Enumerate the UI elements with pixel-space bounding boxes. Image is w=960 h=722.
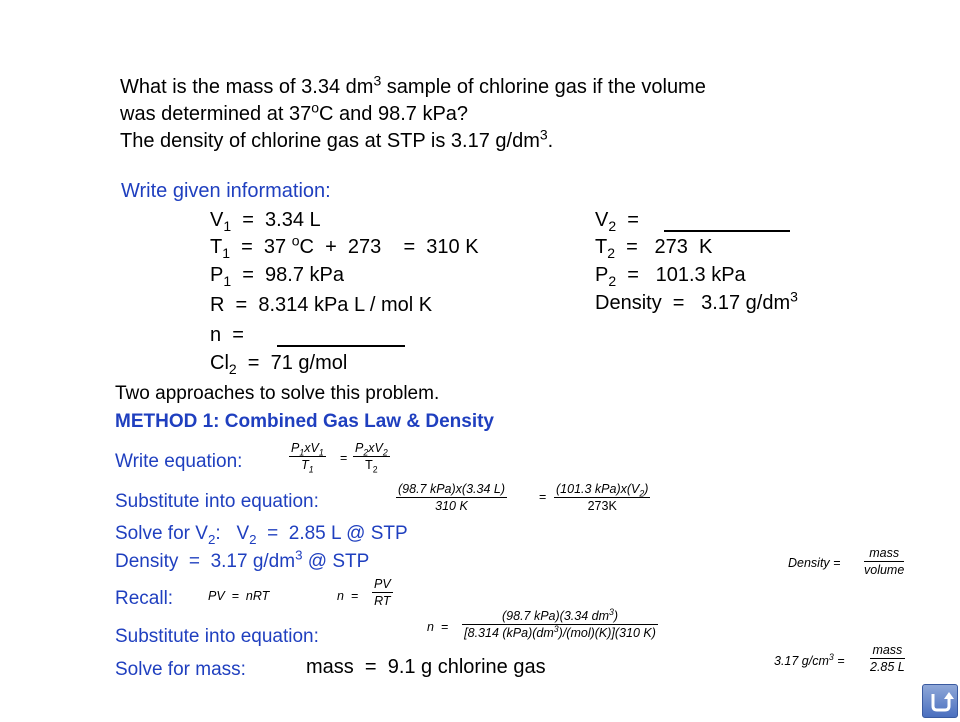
given-t2: $T_2 = 273$ K — [595, 236, 713, 261]
mass-result: mass = 9.1 g chlorine gas — [306, 656, 546, 678]
density-definition-lhs: Density = — [788, 556, 841, 570]
n-substituted-fraction: (98.7 kPa)(3.34 $dm^3$) [8.314 $(kPa)(dm^3)/(mol)(K)](310$ K) — [462, 609, 658, 640]
return-button[interactable] — [922, 684, 958, 718]
density-definition-fraction: mass volume — [864, 546, 905, 577]
recall-label: Recall: — [115, 588, 174, 609]
mass-equation-lhs: 3.17 $g/cm^3$ = — [774, 651, 845, 668]
question-line-3: The density of chlorine gas at STP is 3.17 $g/dm^3$. — [120, 126, 554, 152]
mass-equation-fraction: mass 2.85 L — [870, 643, 905, 674]
combined-equals: = — [340, 451, 348, 465]
write-equation-label: Write equation: — [115, 451, 243, 472]
n-blank-line — [277, 345, 405, 347]
substitute-label-2: Substitute into equation: — [115, 626, 319, 647]
combined-fraction-left: $\frac{P_1xV_1}{T_1}$ — [291, 441, 324, 475]
substituted-fraction-right: (101.3 $kPa)x(V_2)$ 273K — [556, 482, 649, 513]
solve-mass-label: Solve for mass: — [115, 659, 246, 680]
substituted-equals: = — [539, 490, 547, 504]
substitute-label-1: Substitute into equation: — [115, 491, 319, 512]
given-p1: $P_1 = 98.7$ kPa — [210, 264, 344, 289]
given-v1: $V_1 = 3.34$ L — [210, 209, 321, 234]
combined-fraction-right: $\frac{P_2xV_2}{T_2}$ — [355, 441, 388, 475]
given-p2: $P_2 = 101.3$ kPa — [595, 264, 746, 289]
density-stp-line: Density = 3.17 $g/dm^3$ @ STP — [115, 547, 370, 572]
given-n: n = — [210, 324, 244, 346]
given-v2: $V_2$ = — [595, 209, 639, 234]
n-fraction: $\frac{PV}{RT}$ — [374, 577, 391, 608]
question-line-1: What is the mass of 3.34 $dm^3$ sample of chlorine gas if the volume — [120, 72, 706, 98]
n-substituted-lhs: n = — [427, 620, 449, 634]
n-equals-lhs: n = — [337, 589, 359, 603]
ideal-gas-law: PV = nRT — [208, 589, 270, 603]
v2-blank-line — [664, 230, 790, 232]
substituted-fraction-left: (98.7 kPa)x(3.34 L) 310 K — [398, 482, 505, 513]
given-cl2: $Cl_2 = 71$ g/mol — [210, 352, 348, 377]
return-arrow-icon — [923, 685, 957, 717]
method-title: METHOD 1: Combined Gas Law & Density — [115, 411, 494, 432]
approaches-text: Two approaches to solve this problem. — [115, 383, 440, 404]
given-r: R = 8.314 kPa L / mol K — [210, 294, 433, 316]
given-t1: $T_1 = 37$ $^o$C + 273 = 310 K — [210, 232, 479, 261]
given-heading: Write given information: — [121, 180, 331, 202]
given-density: Density = 3.17 $g/dm^3$ — [595, 288, 798, 314]
question-line-2: was determined at 37$^o$C and 98.7 kPa? — [120, 99, 469, 125]
solve-v2-line: Solve for $V_2$: $V_2 = 2.85$ L @ STP — [115, 523, 408, 547]
